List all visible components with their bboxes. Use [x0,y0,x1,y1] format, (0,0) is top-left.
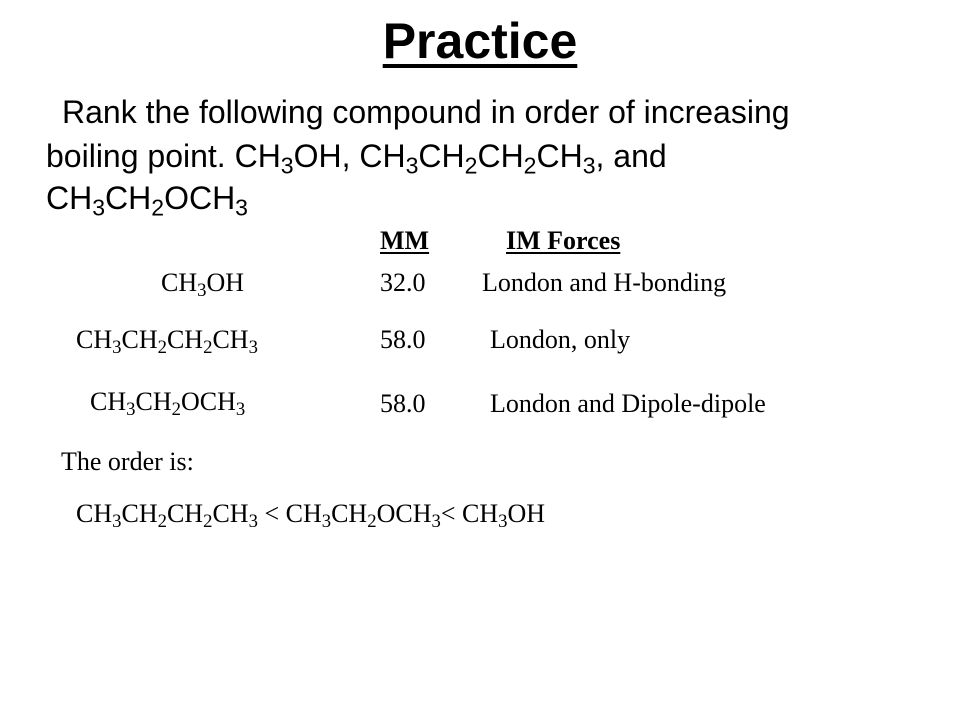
header-im-forces: IM Forces [506,226,621,255]
row-1-mm: 32.0 [380,268,426,297]
row-3-forces: London and Dipole-dipole [490,389,766,418]
row-1-forces: London and H-bonding [482,268,727,297]
question-line-1: Rank the following compound in order of increasing [62,94,790,130]
header-mm: MM [380,226,430,255]
page-title: Practice [382,13,578,69]
question-line-3: $CH_3CH_2OCH_3$ [46,180,248,221]
row-2-forces: London, only [490,325,631,354]
row-1-formula: $CH_3OH$ [161,268,245,302]
answer-label: The order is: [61,447,194,476]
row-2-mm: 58.0 [380,325,426,354]
row-3-formula: $CH_3CH_2OCH_3$ [90,387,246,421]
question-line-2: boiling point. $CH_3OH$, $CH_3CH_2CH_2CH_3$, and [46,138,667,179]
answer-order: $CH_3CH_2CH_2CH_3 < CH_3CH_2OCH_3< CH_3OH$ [76,499,546,533]
row-2-formula: $CH_3CH_2CH_2CH_3$ [76,325,258,359]
row-3-mm: 58.0 [380,389,426,418]
